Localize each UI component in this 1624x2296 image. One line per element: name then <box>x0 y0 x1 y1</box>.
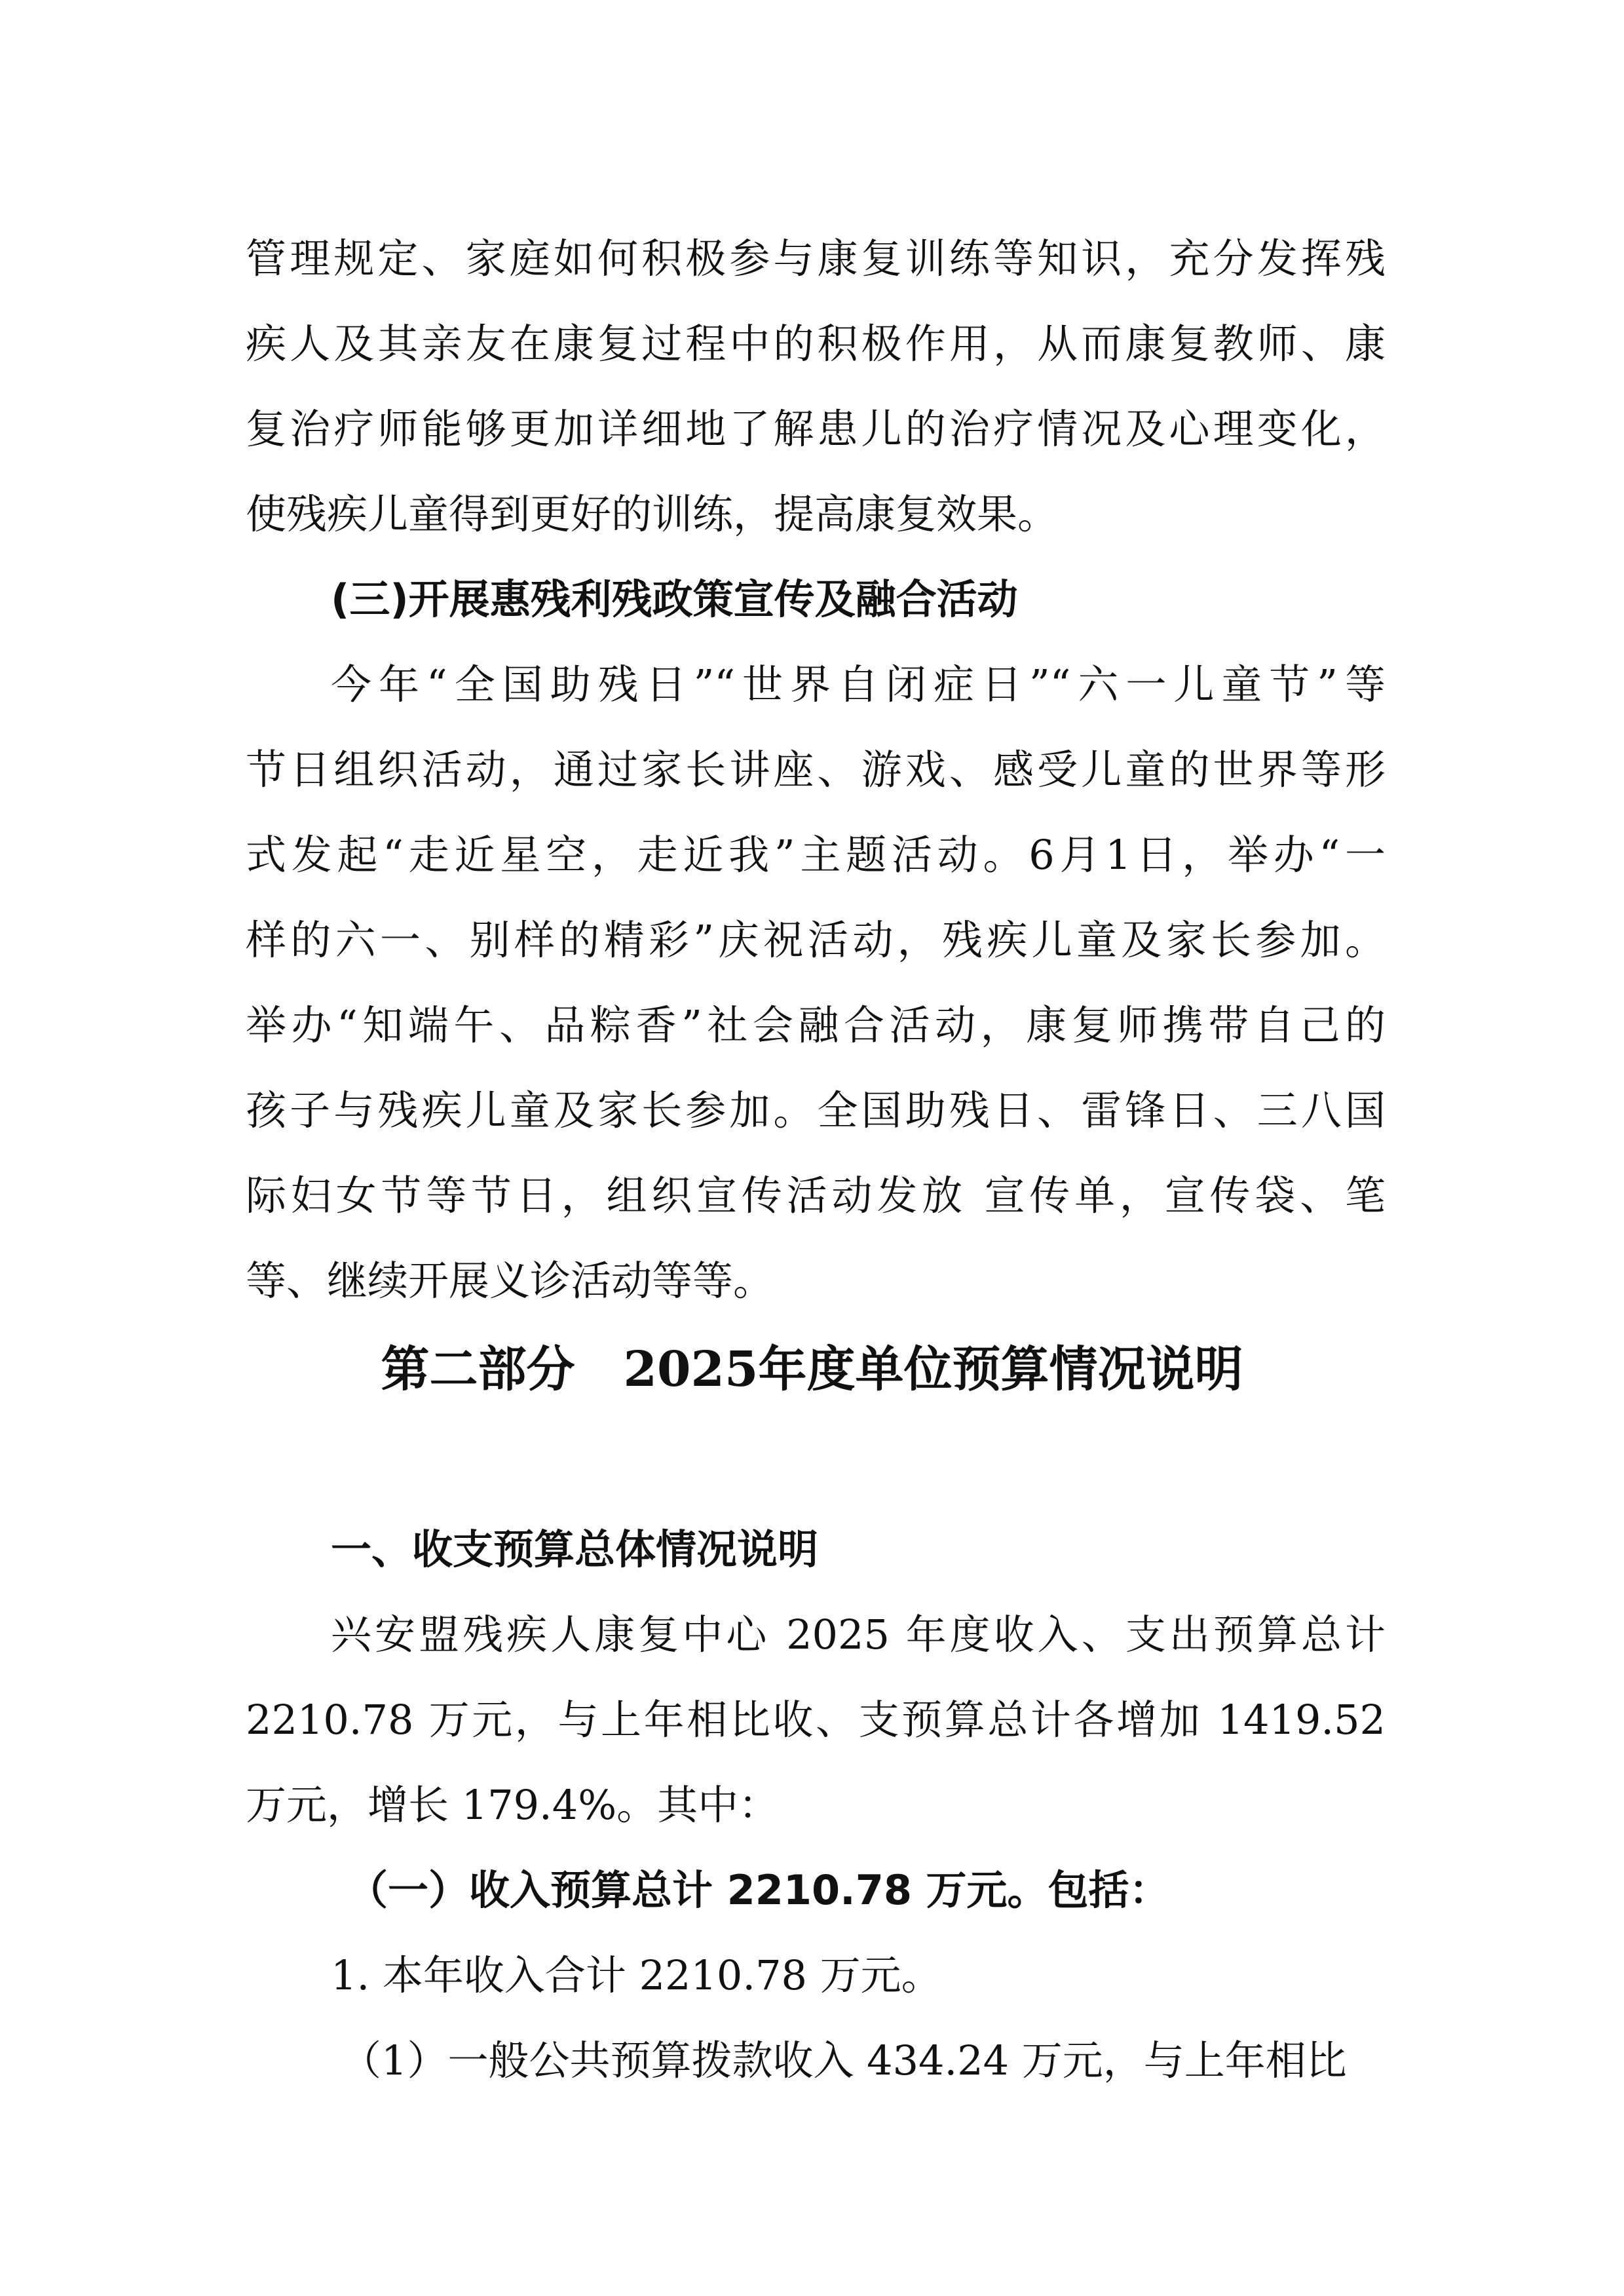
item-1-1: （1）一般公共预算拨款收入 434.24 万元，与上年相比 <box>341 2037 1347 2084</box>
paragraph-2-line-4: 样的六一、别样的精彩”庆祝活动，残疾儿童及家长参加。 <box>246 916 1386 964</box>
paragraph-1-line-4: 使残疾儿童得到更好的训练，提高康复效果。 <box>246 490 1059 538</box>
paragraph-2-line-1: 今年“全国助残日”“世界自闭症日”“六一儿童节”等 <box>331 660 1386 708</box>
paragraph-3-line-2: 2210.78 万元，与上年相比收、支预算总计各增加 1419.52 <box>246 1696 1386 1744</box>
paragraph-1-line-2: 疾人及其亲友在康复过程中的积极作用，从而康复教师、康 <box>246 320 1386 368</box>
paragraph-2-line-7: 际妇女节等节日，组织宣传活动发放 宣传单，宣传袋、笔 <box>246 1172 1386 1219</box>
paragraph-2-line-5: 举办“知端午、品粽香”社会融合活动，康复师携带自己的 <box>246 1001 1386 1049</box>
item-1: 1. 本年收入合计 2210.78 万元。 <box>331 1951 942 1999</box>
paragraph-3-line-3: 万元，增长 179.4%。其中： <box>246 1781 780 1829</box>
paragraph-2-line-8: 等、继续开展义诊活动等等。 <box>246 1257 774 1305</box>
paragraph-2-line-3: 式发起“走近星空，走近我”主题活动。6月1日，举办“一 <box>246 831 1386 879</box>
paragraph-3-line-1: 兴安盟残疾人康复中心 2025 年度收入、支出预算总计 <box>331 1611 1386 1658</box>
section-1-heading: 一、收支预算总体情况说明 <box>331 1525 819 1573</box>
paragraph-1-line-3: 复治疗师能够更加详细地了解患儿的治疗情况及心理变化， <box>246 405 1386 453</box>
paragraph-2-line-2: 节日组织活动，通过家长讲座、游戏、感受儿童的世界等形 <box>246 746 1386 794</box>
section-3-heading: (三)开展惠残利残政策宣传及融合活动 <box>331 575 1018 623</box>
paragraph-2-line-6: 孩子与残疾儿童及家长参加。全国助残日、雷锋日、三八国 <box>246 1086 1386 1134</box>
part-two-title: 第二部分 2025年度单位预算情况说明 <box>381 1341 1243 1398</box>
income-heading: （一）收入预算总计 2210.78 万元。包括： <box>347 1866 1170 1914</box>
paragraph-1-line-1: 管理规定、家庭如何积极参与康复训练等知识，充分发挥残 <box>246 235 1386 282</box>
